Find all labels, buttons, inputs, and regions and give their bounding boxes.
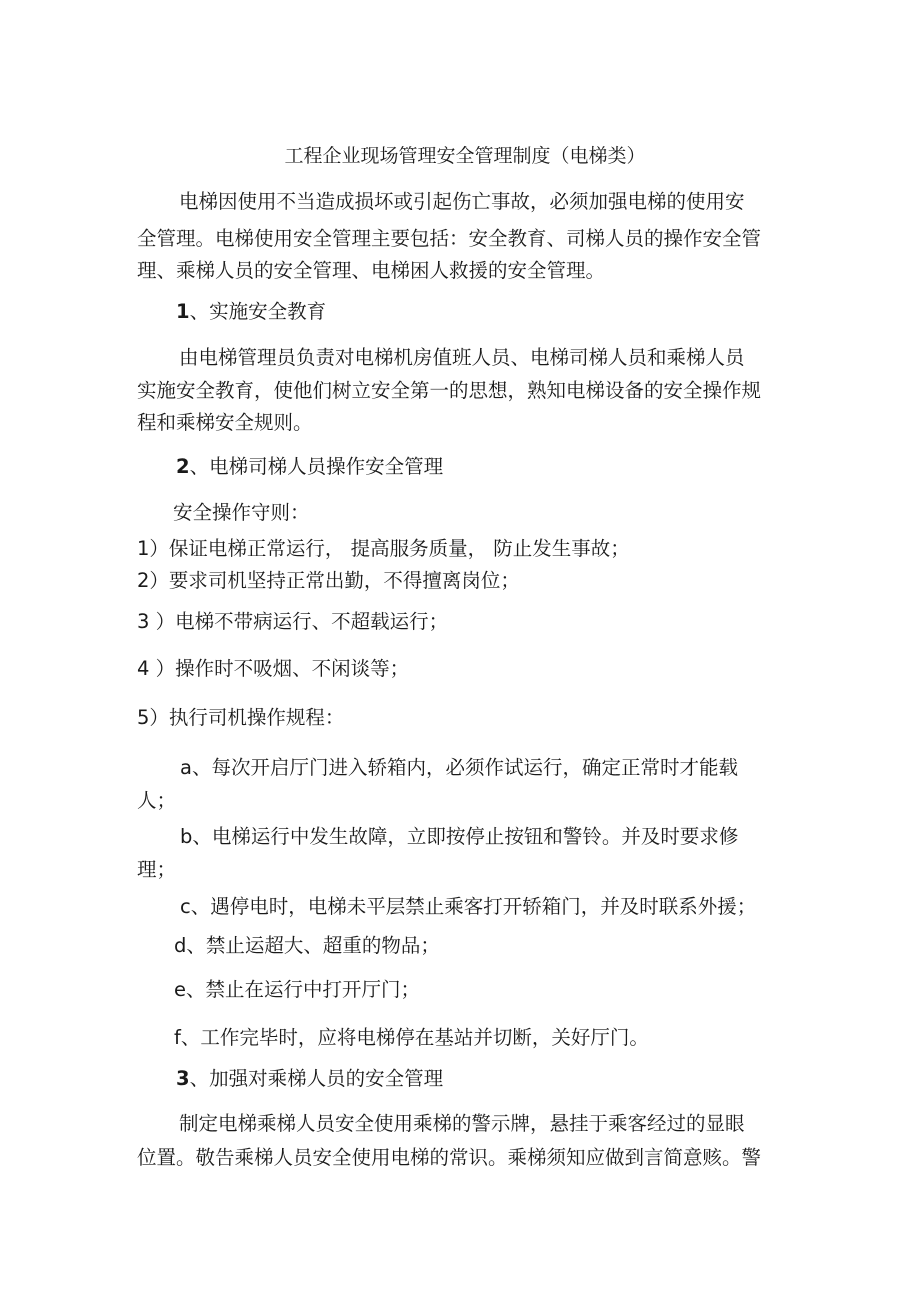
procedure-b-line-2: 理；: [137, 858, 177, 881]
intro-line-3: 理、乘梯人员的安全管理、电梯困人救援的安全管理。: [137, 259, 606, 282]
section-2-heading: [176, 454, 826, 480]
rule-item-4: 4 ）操作时不吸烟、不闲谈等；: [137, 657, 410, 680]
rule-item-1: 1）保证电梯正常运行， 提高服务质量， 防止发生事故；: [137, 537, 630, 560]
rule-item-3: 3 ）电梯不带病运行、不超载运行；: [137, 610, 449, 633]
procedure-d: d、禁止运超大、超重的物品；: [174, 934, 440, 957]
procedure-e: e、禁止在运行中打开厅门；: [174, 978, 420, 1001]
procedure-c: c、遇停电时，电梯未平层禁止乘客打开轿箱门，并及时联系外援；: [180, 895, 757, 918]
section-2-title: 、电梯司梯人员操作安全管理: [189, 455, 444, 478]
rule-item-2: 2）要求司机坚持正常出勤，不得擅离岗位；: [137, 569, 520, 592]
section-3-heading: [176, 1066, 826, 1092]
intro-line-1: 电梯因使用不当造成损坏或引起伤亡事故，必须加强电梯的使用安: [179, 190, 745, 213]
section-1-number: 1: [176, 300, 190, 323]
intro-line-2: 全管理。电梯使用安全管理主要包括：安全教育、司梯人员的操作安全管: [137, 227, 762, 250]
section-3-body-line-1: 制定电梯乘梯人员安全使用乘梯的警示牌，悬挂于乘客经过的显眼: [179, 1112, 745, 1135]
procedure-b-line-1: b、电梯运行中发生故障，立即按停止按钮和警铃。并及时要求修: [180, 825, 739, 848]
section-3-title: 、加强对乘梯人员的安全管理: [189, 1067, 444, 1090]
rule-item-5: 5）执行司机操作规程：: [137, 706, 345, 729]
section-1-heading: [176, 299, 826, 325]
procedure-a-line-2: 人；: [137, 789, 177, 812]
document-title: 工程企业现场管理安全管理制度（电梯类）: [284, 145, 646, 167]
section-1-body-line-1: 由电梯管理员负责对电梯机房值班人员、电梯司梯人员和乘梯人员: [179, 346, 745, 369]
procedure-f: f、工作完毕时，应将电梯停在基站并切断，关好厅门。: [174, 1026, 649, 1049]
section-3-number: 3: [176, 1067, 190, 1090]
section-3-body-line-2: 位置。敬告乘梯人员安全使用电梯的常识。乘梯须知应做到言简意赅。警: [137, 1146, 762, 1169]
rules-heading: 安全操作守则：: [173, 501, 310, 524]
section-1-title: 、实施安全教育: [189, 300, 327, 323]
section-1-body-line-2: 实施安全教育，使他们树立安全第一的思想，熟知电梯设备的安全操作规: [137, 379, 762, 402]
section-1-body-line-3: 程和乘梯安全规则。: [137, 411, 313, 434]
procedure-a-line-1: a、每次开启厅门进入轿箱内，必须作试运行，确定正常时才能载: [180, 756, 738, 779]
section-2-number: 2: [176, 455, 190, 478]
